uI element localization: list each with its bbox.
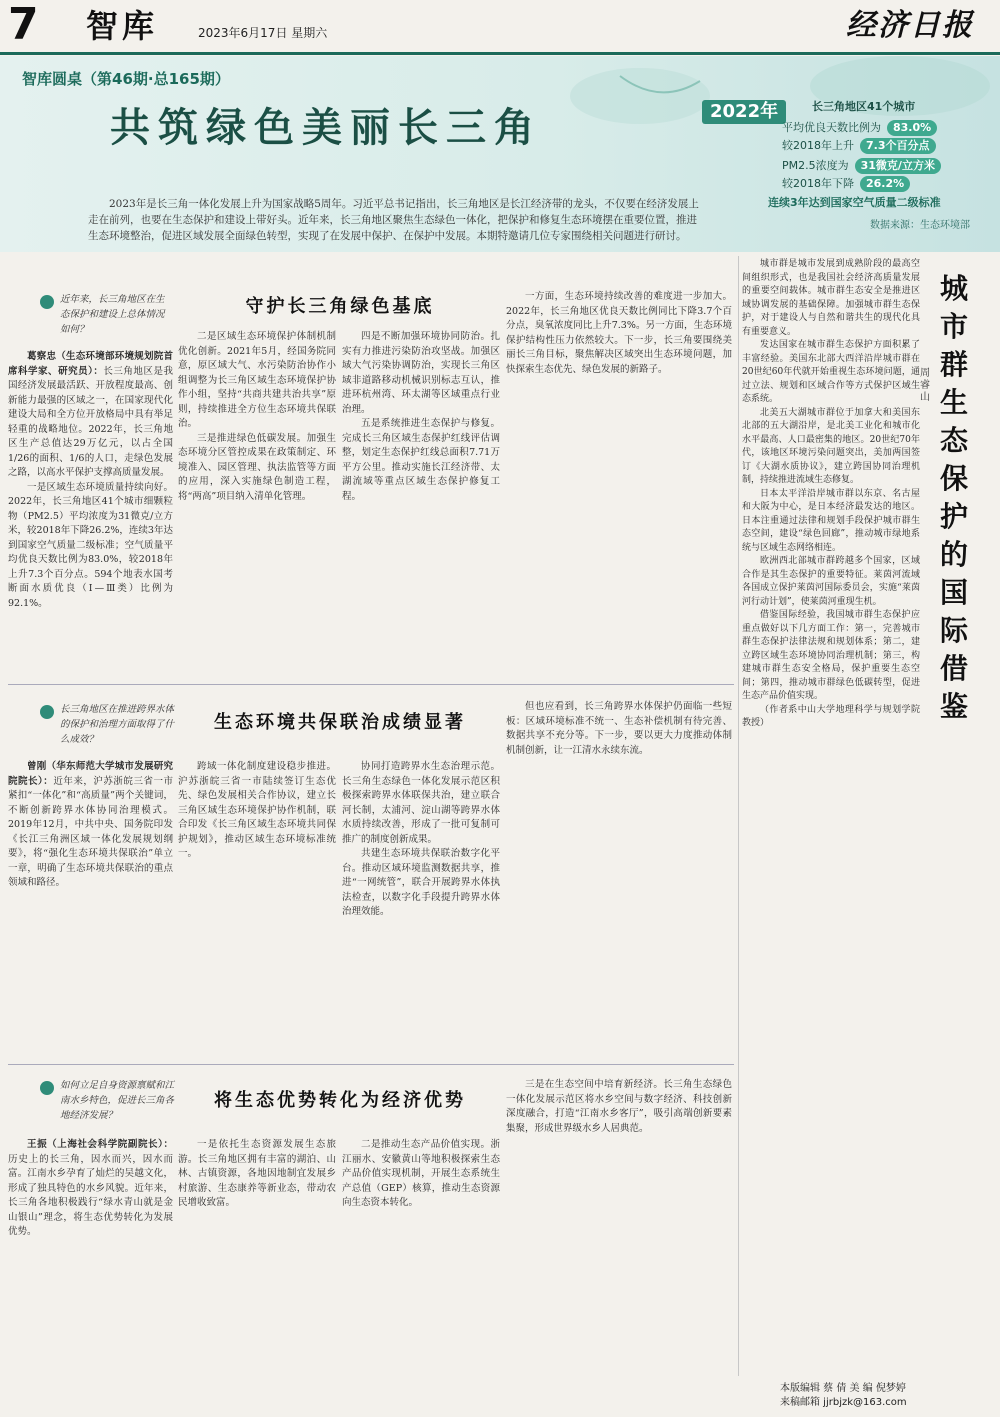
section1-col4 xyxy=(506,290,732,680)
paragraph: 二是区域生态环境保护体制机制优化创新。2021年5月，经国务院同意，原区域大气、水污染防治协作小组调整为长三角区域生态环境保护协作小组，坚持“共商共建共治共享”原则，持续推进全方位生态环境共保联治。 xyxy=(178,331,336,429)
page-headline: 共筑绿色美丽长三角 xyxy=(110,105,542,151)
paragraph: 四是不断加强环境协同防治。扎实有力推进污染防治攻坚战。加强区域大气污染协调防治，实现长三角区域非道路移动机械识别标志互认，推进环杭州湾、环太湖等区域重点行业治理。 xyxy=(342,331,500,415)
paragraph: 长三角地区是我国经济发展最活跃、开放程度最高、创新能力最强的区域之一，在国家现代化建设大局和全方位开放格局中具有举足轻重的战略地位。2022年，长三角地区生产总值达29万亿元，以占全国1/26的面积、1/6的人口，走绿色发展之路，以高水平保护支撑高质量发展。 xyxy=(8,365,173,478)
section-divider xyxy=(8,684,734,685)
right-article-title: 城市群生态保护的国际借鉴 xyxy=(940,272,969,723)
section2-question: 长三角地区在推进跨界水体的保护和治理方面取得了什么成效？ xyxy=(60,702,180,747)
paragraph: 历史上的长三角，因水而兴，因水而富。江南水乡孕育了灿烂的吴越文化，形成了独具特色的水乡风貌。近年来，长三角各地积极践行“绿水青山就是金山银山”理念，将生态优势转化为发展优势。 xyxy=(8,1153,173,1237)
paragraph: 五是系统推进生态保护与修复。完成长三角区域生态保护红线评估调整，划定生态保护红线总面积7.71万平方公里。推动实施长江经济带、太湖流域等重点区域生态保护修复工程。 xyxy=(342,418,500,502)
paragraph: 城市群是城市发展到成熟阶段的最高空间组织形式，也是我国社会经济高质量发展的重要空间载体。城市群生态安全是推进区域协调发展的基础保障。加强城市群生态保护，对于建设人与自然和谐共生的现代化具有重要意义。 xyxy=(742,259,920,337)
stat-label: 较2018年下降 xyxy=(782,177,854,190)
section1-author: 葛察忠（生态环境部环境规划院首席科学家、研究员）： xyxy=(8,351,173,377)
right-article-author: 周睿山 xyxy=(920,368,930,403)
section1-col2 xyxy=(178,330,336,680)
paragraph: 跨域一体化制度建设稳步推进。沪苏浙皖三省一市陆续签订生态优先、绿色发展相关合作协议，建立长三角区域生态环境保护协作机制，联合印发《长三角区域生态环境共同保护规划》，推动区域生态环境标准统一。 xyxy=(178,761,336,859)
paragraph: 三是在生态空间中培育新经济。长三角生态绿色一体化发展示范区将水乡空间与数字经济、科技创新深度融合，打造“江南水乡客厅”，吸引高端创新要素集聚，形成世界级水乡人居典范。 xyxy=(506,1079,732,1134)
page-number: 7 xyxy=(8,0,39,50)
page-masthead xyxy=(0,0,1000,55)
section3-author: 王振（上海社会科学院副院长）： xyxy=(27,1139,173,1150)
section2-col1 xyxy=(8,760,173,1060)
stat-row xyxy=(782,158,941,174)
stat-label: 平均优良天数比例为 xyxy=(782,121,881,134)
stat-value: 31微克/立方米 xyxy=(855,158,941,174)
section1-title: 守护长三角绿色基底 xyxy=(245,296,435,317)
stats-title: 长三角地区41个城市 xyxy=(812,100,916,113)
paragraph: 共建生态环境共保联治数字化平台。推动区域环境监测数据共享，推进“一网统管”，联合开展跨界水体执法检查，以数字化手段提升跨界水体治理效能。 xyxy=(342,848,500,917)
paragraph: （作者系中山大学地理科学与规划学院教授） xyxy=(742,704,920,728)
newspaper-logo: 经济日报 xyxy=(846,8,974,43)
section3-col4 xyxy=(506,1078,732,1408)
section2-author: 曾刚（华东师范大学城市发展研究院院长）： xyxy=(8,761,173,787)
section1-col1 xyxy=(8,350,173,680)
stat-row xyxy=(782,176,910,192)
section1-col3 xyxy=(342,330,500,680)
section3-col2 xyxy=(178,1138,336,1408)
paragraph: 但也应看到，长三角跨界水体保护仍面临一些短板：区域环境标准不统一、生态补偿机制有待完善、数据共享不充分等。下一步，要以更大力度推动体制机制创新，让一江清水永续东流。 xyxy=(506,701,732,756)
section2-col2 xyxy=(178,760,336,1060)
stat-label: 较2018年上升 xyxy=(782,139,854,152)
section2-title: 生态环境共保联治成绩显著 xyxy=(214,712,466,733)
paragraph: 欧洲西北部城市群跨越多个国家，区域合作是其生态保护的重要特征。莱茵河流域各国成立保护莱茵河国际委员会，实施“莱茵河行动计划”，使莱茵河重现生机。 xyxy=(742,556,920,607)
column-tag: 智库圆桌（第46期·总165期） xyxy=(22,70,230,88)
paragraph: 一是依托生态资源发展生态旅游。长三角地区拥有丰富的湖泊、山林、古镇资源，各地因地制宜发展乡村旅游、生态康养等新业态，带动农民增收致富。 xyxy=(178,1139,336,1208)
paragraph: 二是推动生态产品价值实现。浙江丽水、安徽黄山等地积极探索生态产品价值实现机制，开展生态系统生产总值（GEP）核算，推动生态资源向生态资本转化。 xyxy=(342,1139,500,1208)
section3-question: 如何立足自身资源禀赋和江南水乡特色，促进长三角各地经济发展？ xyxy=(60,1078,178,1123)
section2-col3 xyxy=(342,760,500,1060)
stat-label: PM2.5浓度为 xyxy=(782,159,849,172)
section3-col3 xyxy=(342,1138,500,1408)
paragraph: 近年来，沪苏浙皖三省一市紧扣“一体化”和“高质量”两个关键词，不断创新跨界水体协同治理模式。2019年12月，中共中央、国务院印发《长江三角洲区域一体化发展规划纲要》，将“强化生态环境共保联治”单立一章，明确了生态环境共保联治的重点领域和路径。 xyxy=(8,775,173,888)
column-divider xyxy=(738,256,739,1376)
stat-value: 26.2% xyxy=(860,176,910,192)
section-name: 智库 xyxy=(86,7,159,45)
page-credits xyxy=(780,1382,990,1410)
paragraph: 协同打造跨界水生态治理示范。长三角生态绿色一体化发展示范区积极探索跨界水体联保共治，建立联合河长制，太浦河、淀山湖等跨界水体水质持续改善，形成了一批可复制可推广的制度创新成果。 xyxy=(342,761,500,845)
section2-col4 xyxy=(506,700,732,1060)
intro-paragraph: 2023年是长三角一体化发展上升为国家战略5周年。习近平总书记指出，长三角地区是长江经济带的龙头，不仅要在经济发展上走在前列，也要在生态保护和建设上带好头。近年来，长三角地区聚焦生态绿色一体化，把保护和修复生态环境摆在重要位置，推进生态环境整治，促进区域发展全面绿色转型，实现了在发展中保护、在保护中发展。本期特邀请几位专家围绕相关问题进行研讨。 xyxy=(88,198,699,242)
paragraph: 日本太平洋沿岸城市群以东京、名古屋和大阪为中心，是日本经济最发达的地区。日本注重通过法律和规划手段保护城市群生态空间，建设“绿色回廊”，推动城市绿地系统与区域生态网络相连。 xyxy=(742,488,920,553)
stat-row xyxy=(782,120,937,136)
paragraph: 借鉴国际经验，我国城市群生态保护应重点做好以下几方面工作：第一，完善城市群生态保护法律法规和规划体系；第二，建立跨区域生态环境协同治理机制；第三，构建城市群生态安全格局，保护重要生态空间；第四，推动城市群绿色低碳转型，促进生态产品价值实现。 xyxy=(742,610,920,701)
issue-date: 2023年6月17日 星期六 xyxy=(198,26,328,40)
submission-email: 来稿邮箱 jjrbjzk@163.com xyxy=(780,1397,907,1408)
paragraph: 北美五大湖城市群位于加拿大和美国东北部的五大湖沿岸，是北美工业化和城市化水平最高、人口最密集的地区。20世纪70年代，该地区环境污染问题突出，美加两国签订《大湖水质协议》，建立跨国协同治理机制，持续推进流域生态修复。 xyxy=(742,407,920,485)
stats-footnote: 连续3年达到国家空气质量二级标准 xyxy=(768,196,941,209)
section-divider xyxy=(8,1064,734,1065)
paragraph: 三是推进绿色低碳发展。加强生态环境分区管控成果在政策制定、环境准入、园区管理、执法监管等方面的应用，深入实施绿色制造工程，将“两高”项目纳入清单化管理。 xyxy=(178,432,336,502)
section3-title: 将生态优势转化为经济优势 xyxy=(214,1090,466,1111)
section3-col1 xyxy=(8,1138,173,1408)
stats-source: 数据来源：生态环境部 xyxy=(870,220,970,231)
paragraph: 发达国家在城市群生态保护方面积累了丰富经验。美国东北部大西洋沿岸城市群在20世纪60年代就开始重视生态环境问题，通过立法、规划和区域合作等方式保护区域生态系统。 xyxy=(742,340,920,404)
paragraph: 一方面，生态环境持续改善的难度进一步加大。2022年，长三角地区优良天数比例同比下降3.7个百分点，臭氧浓度同比上升7.3%。另一方面，生态环境保护结构性压力依然较大。下一步，长三角要围绕美丽长三角目标，聚焦解决区域突出生态环境问题，加快探索生态优先、绿色发展的新路子。 xyxy=(506,291,732,375)
stat-value: 7.3个百分点 xyxy=(860,138,936,154)
stats-infographic xyxy=(702,92,970,238)
stat-row xyxy=(782,138,936,154)
stats-year: 2022年 xyxy=(702,100,786,124)
editor-credit: 本版编辑 蔡 倩 美 编 倪梦婷 xyxy=(780,1383,906,1394)
stat-value: 83.0% xyxy=(887,120,937,136)
paragraph: 一是区域生态环境质量持续向好。2022年，长三角地区41个城市细颗粒物（PM2.5）平均浓度为31微克/立方米，较2018年下降26.2%，连续3年达到国家空气质量二级标准；空气质量平均优良天数比例为83.0%，较2018年上升7.3个百分点。594个地表水国考断面水质优良（Ⅰ—Ⅲ类）比例为92.1%。 xyxy=(8,481,173,609)
section1-question: 近年来，长三角地区在生态保护和建设上总体情况如何？ xyxy=(60,292,170,337)
right-article-body xyxy=(742,258,920,1373)
